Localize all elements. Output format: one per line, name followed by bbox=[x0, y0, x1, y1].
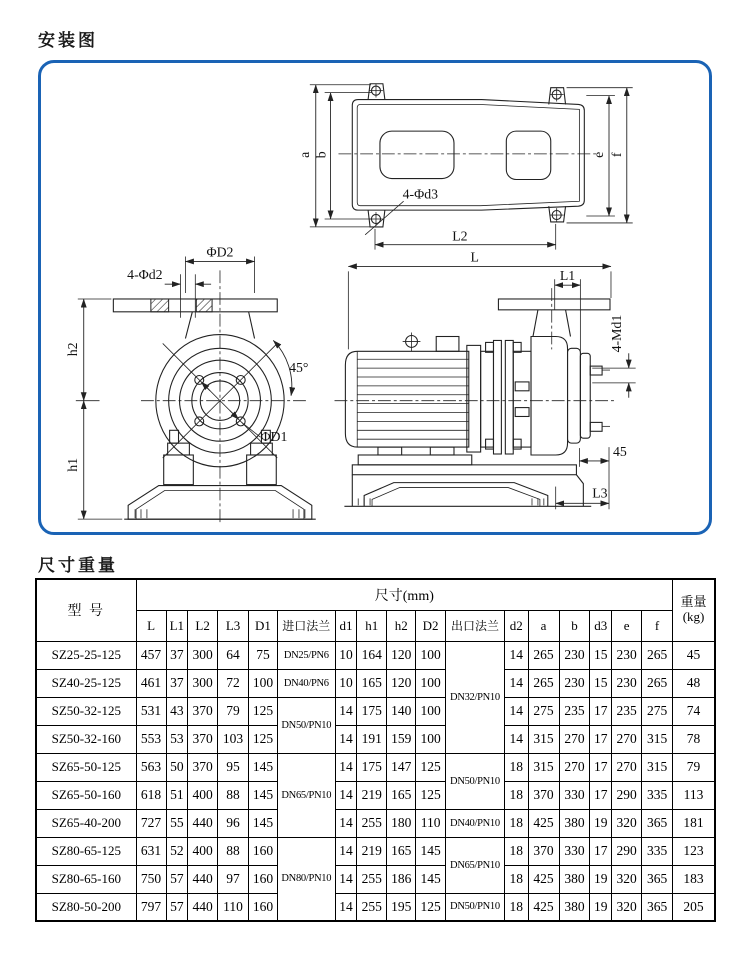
plate-cutout-left bbox=[380, 131, 454, 178]
value-cell: 50 bbox=[166, 753, 188, 781]
callout-holes-d2: 4-Φd2 bbox=[127, 267, 163, 283]
value-cell: 17 bbox=[590, 753, 612, 781]
value-cell: 165 bbox=[387, 837, 416, 865]
value-cell: 380 bbox=[559, 893, 590, 921]
value-cell: 53 bbox=[166, 725, 188, 753]
value-cell: 37 bbox=[166, 641, 188, 669]
column-header-model: 型 号 bbox=[36, 579, 136, 641]
value-cell: 330 bbox=[559, 837, 590, 865]
value-cell: 14 bbox=[504, 697, 528, 725]
value-cell: 180 bbox=[387, 809, 416, 837]
model-cell: SZ40-25-125 bbox=[36, 669, 136, 697]
value-cell: 380 bbox=[559, 809, 590, 837]
value-cell: 10 bbox=[335, 669, 357, 697]
model-cell: SZ50-32-125 bbox=[36, 697, 136, 725]
column-header: d3 bbox=[590, 610, 612, 641]
callout-holes-d3: 4-Φd3 bbox=[402, 186, 439, 202]
value-cell: 186 bbox=[387, 865, 416, 893]
value-cell: 14 bbox=[504, 669, 528, 697]
value-cell: 14 bbox=[335, 809, 357, 837]
value-cell: 140 bbox=[387, 697, 416, 725]
table-row bbox=[36, 809, 715, 837]
value-cell: 175 bbox=[357, 753, 387, 781]
section-title-installation: 安装图 bbox=[38, 31, 98, 50]
value-cell: 270 bbox=[559, 753, 590, 781]
value-cell: 10 bbox=[335, 641, 357, 669]
model-cell: SZ65-40-200 bbox=[36, 809, 136, 837]
table-row bbox=[36, 697, 715, 725]
value-cell: 18 bbox=[504, 781, 528, 809]
value-cell: 18 bbox=[504, 837, 528, 865]
callout-holes-Md1: 4-Md1 bbox=[608, 314, 624, 353]
value-cell: 425 bbox=[528, 865, 559, 893]
value-cell: 125 bbox=[416, 781, 446, 809]
value-cell: 230 bbox=[559, 669, 590, 697]
value-cell: 74 bbox=[673, 697, 715, 725]
table-row bbox=[36, 837, 715, 865]
table-row bbox=[36, 641, 715, 669]
value-cell: 18 bbox=[504, 809, 528, 837]
weight-label-unit: (kg) bbox=[682, 609, 705, 625]
value-cell: 300 bbox=[188, 669, 218, 697]
value-cell: 440 bbox=[188, 865, 218, 893]
value-cell: 100 bbox=[249, 669, 278, 697]
value-cell: 219 bbox=[357, 781, 387, 809]
value-cell: 103 bbox=[218, 725, 249, 753]
dim-label-D1: ΦD1 bbox=[260, 429, 288, 445]
table-row bbox=[36, 865, 715, 893]
column-header: D2 bbox=[416, 610, 446, 641]
value-cell: 125 bbox=[416, 753, 446, 781]
value-cell: 79 bbox=[673, 753, 715, 781]
value-cell: 175 bbox=[357, 697, 387, 725]
value-cell: 425 bbox=[528, 809, 559, 837]
value-cell: 14 bbox=[335, 781, 357, 809]
value-cell: 100 bbox=[416, 697, 446, 725]
value-cell: 43 bbox=[166, 697, 188, 725]
motor-fins bbox=[357, 359, 469, 439]
column-header: 出口法兰 bbox=[446, 610, 505, 641]
value-cell: 145 bbox=[249, 781, 278, 809]
value-cell: 147 bbox=[387, 753, 416, 781]
value-cell: 145 bbox=[416, 837, 446, 865]
value-cell: 88 bbox=[218, 781, 249, 809]
dim-label-L: L bbox=[470, 249, 479, 265]
table-row bbox=[36, 725, 715, 753]
angle-label-45: 45° bbox=[289, 360, 309, 376]
value-cell: 160 bbox=[249, 865, 278, 893]
table-body bbox=[36, 641, 715, 921]
value-cell: 120 bbox=[387, 641, 416, 669]
value-cell: 370 bbox=[188, 753, 218, 781]
value-cell: 75 bbox=[249, 641, 278, 669]
value-cell: 45 bbox=[673, 641, 715, 669]
value-cell: 290 bbox=[612, 837, 642, 865]
value-cell: 265 bbox=[642, 641, 673, 669]
value-cell: 320 bbox=[612, 865, 642, 893]
column-header: b bbox=[559, 610, 590, 641]
value-cell: 19 bbox=[590, 893, 612, 921]
table-row bbox=[36, 781, 715, 809]
column-header: 进口法兰 bbox=[277, 610, 335, 641]
value-cell: 370 bbox=[188, 725, 218, 753]
value-cell: 461 bbox=[136, 669, 166, 697]
model-cell: SZ25-25-125 bbox=[36, 641, 136, 669]
plate-cutout-right bbox=[506, 131, 550, 179]
table-row bbox=[36, 893, 715, 921]
model-cell: SZ80-65-160 bbox=[36, 865, 136, 893]
value-cell: 365 bbox=[642, 865, 673, 893]
value-cell: 400 bbox=[188, 837, 218, 865]
value-cell: 88 bbox=[218, 837, 249, 865]
section-title-dimensions-weight: 尺寸重量 bbox=[38, 556, 118, 575]
baseplate-side bbox=[344, 465, 591, 506]
column-group-size: 尺寸(mm) bbox=[136, 579, 673, 610]
value-cell: 113 bbox=[673, 781, 715, 809]
column-header: L3 bbox=[218, 610, 249, 641]
model-cell: SZ65-50-125 bbox=[36, 753, 136, 781]
value-cell: 145 bbox=[249, 809, 278, 837]
column-header: e bbox=[612, 610, 642, 641]
value-cell: 457 bbox=[136, 641, 166, 669]
value-cell: 37 bbox=[166, 669, 188, 697]
value-cell: 235 bbox=[612, 697, 642, 725]
value-cell: DN50/PN10 bbox=[277, 697, 335, 753]
column-header: h1 bbox=[357, 610, 387, 641]
value-cell: 315 bbox=[642, 725, 673, 753]
value-cell: 57 bbox=[166, 893, 188, 921]
front-view-pump bbox=[65, 245, 316, 524]
value-cell: 14 bbox=[335, 725, 357, 753]
value-cell: 553 bbox=[136, 725, 166, 753]
value-cell: 219 bbox=[357, 837, 387, 865]
value-cell: 18 bbox=[504, 865, 528, 893]
value-cell: 727 bbox=[136, 809, 166, 837]
value-cell: 330 bbox=[559, 781, 590, 809]
value-cell: 618 bbox=[136, 781, 166, 809]
table-row bbox=[36, 753, 715, 781]
value-cell: 159 bbox=[387, 725, 416, 753]
value-cell: 365 bbox=[642, 809, 673, 837]
installation-diagram-box bbox=[38, 60, 712, 535]
value-cell: 230 bbox=[612, 669, 642, 697]
value-cell: 275 bbox=[528, 697, 559, 725]
value-cell: 235 bbox=[559, 697, 590, 725]
value-cell: 370 bbox=[528, 781, 559, 809]
value-cell: 265 bbox=[528, 641, 559, 669]
value-cell: DN40/PN6 bbox=[277, 669, 335, 697]
value-cell: 320 bbox=[612, 893, 642, 921]
value-cell: 164 bbox=[357, 641, 387, 669]
model-cell: SZ80-65-125 bbox=[36, 837, 136, 865]
value-cell: 100 bbox=[416, 669, 446, 697]
value-cell: DN80/PN10 bbox=[277, 837, 335, 921]
value-cell: 255 bbox=[357, 809, 387, 837]
value-cell: 205 bbox=[673, 893, 715, 921]
value-cell: 563 bbox=[136, 753, 166, 781]
value-cell: 125 bbox=[249, 697, 278, 725]
column-header: f bbox=[642, 610, 673, 641]
table-row bbox=[36, 669, 715, 697]
value-cell: 95 bbox=[218, 753, 249, 781]
value-cell: 300 bbox=[188, 641, 218, 669]
value-cell: 145 bbox=[249, 753, 278, 781]
dim-label-L2: L2 bbox=[452, 228, 468, 244]
value-cell: 110 bbox=[218, 893, 249, 921]
dim-label-e: e bbox=[591, 151, 607, 158]
dim-label-L1: L1 bbox=[559, 268, 576, 284]
value-cell: 370 bbox=[188, 697, 218, 725]
value-cell: 18 bbox=[504, 753, 528, 781]
value-cell: 380 bbox=[559, 865, 590, 893]
dimension-weight-table bbox=[35, 578, 716, 922]
motor-body bbox=[345, 351, 468, 447]
value-cell: 191 bbox=[357, 725, 387, 753]
value-cell: 270 bbox=[612, 753, 642, 781]
value-cell: 531 bbox=[136, 697, 166, 725]
dim-label-D2: ΦD2 bbox=[206, 244, 234, 260]
value-cell: 425 bbox=[528, 893, 559, 921]
value-cell: 797 bbox=[136, 893, 166, 921]
dim-label-L3: L3 bbox=[592, 485, 608, 501]
value-cell: 750 bbox=[136, 865, 166, 893]
value-cell: 14 bbox=[335, 893, 357, 921]
value-cell: DN50/PN10 bbox=[446, 893, 505, 921]
suction-flange-side bbox=[498, 299, 610, 310]
value-cell: 160 bbox=[249, 893, 278, 921]
column-header: a bbox=[528, 610, 559, 641]
value-cell: 631 bbox=[136, 837, 166, 865]
value-cell: 19 bbox=[590, 865, 612, 893]
dim-label-a: a bbox=[296, 151, 312, 158]
value-cell: 145 bbox=[416, 865, 446, 893]
value-cell: 79 bbox=[218, 697, 249, 725]
value-cell: 96 bbox=[218, 809, 249, 837]
value-cell: 230 bbox=[612, 641, 642, 669]
value-cell: 255 bbox=[357, 893, 387, 921]
value-cell: DN32/PN10 bbox=[446, 641, 505, 753]
header-row-1 bbox=[36, 579, 715, 610]
value-cell: 48 bbox=[673, 669, 715, 697]
value-cell: 183 bbox=[673, 865, 715, 893]
column-header: L1 bbox=[166, 610, 188, 641]
value-cell: 165 bbox=[357, 669, 387, 697]
value-cell: 17 bbox=[590, 781, 612, 809]
installation-diagram bbox=[41, 63, 709, 532]
value-cell: 370 bbox=[528, 837, 559, 865]
terminal-box bbox=[436, 337, 459, 352]
value-cell: 270 bbox=[559, 725, 590, 753]
value-cell: 17 bbox=[590, 725, 612, 753]
model-cell: SZ65-50-160 bbox=[36, 781, 136, 809]
value-cell: 160 bbox=[249, 837, 278, 865]
dim-label-f: f bbox=[608, 152, 624, 158]
dim-label-h2: h2 bbox=[64, 342, 80, 357]
value-cell: 125 bbox=[416, 893, 446, 921]
value-cell: 265 bbox=[528, 669, 559, 697]
column-header: d2 bbox=[504, 610, 528, 641]
value-cell: 165 bbox=[387, 781, 416, 809]
value-cell: 78 bbox=[673, 725, 715, 753]
value-cell: 120 bbox=[387, 669, 416, 697]
value-cell: 17 bbox=[590, 697, 612, 725]
value-cell: 315 bbox=[642, 753, 673, 781]
value-cell: 14 bbox=[335, 865, 357, 893]
value-cell: DN25/PN6 bbox=[277, 641, 335, 669]
value-cell: 51 bbox=[166, 781, 188, 809]
value-cell: 64 bbox=[218, 641, 249, 669]
value-cell: 320 bbox=[612, 809, 642, 837]
value-cell: 400 bbox=[188, 781, 218, 809]
spec-table-wrap bbox=[35, 578, 716, 922]
value-cell: DN65/PN10 bbox=[277, 753, 335, 837]
value-cell: 125 bbox=[249, 725, 278, 753]
value-cell: 315 bbox=[528, 753, 559, 781]
model-cell: SZ80-50-200 bbox=[36, 893, 136, 921]
value-cell: 290 bbox=[612, 781, 642, 809]
value-cell: 97 bbox=[218, 865, 249, 893]
value-cell: DN65/PN10 bbox=[446, 837, 505, 893]
value-cell: 255 bbox=[357, 865, 387, 893]
value-cell: 365 bbox=[642, 893, 673, 921]
dim-label-45: 45 bbox=[612, 443, 627, 459]
value-cell: 440 bbox=[188, 809, 218, 837]
value-cell: 52 bbox=[166, 837, 188, 865]
value-cell: 100 bbox=[416, 641, 446, 669]
value-cell: 72 bbox=[218, 669, 249, 697]
model-cell: SZ50-32-160 bbox=[36, 725, 136, 753]
value-cell: 19 bbox=[590, 809, 612, 837]
column-header: d1 bbox=[335, 610, 357, 641]
value-cell: 15 bbox=[590, 641, 612, 669]
column-header: h2 bbox=[387, 610, 416, 641]
dim-label-b: b bbox=[313, 151, 329, 159]
value-cell: 14 bbox=[335, 697, 357, 725]
table-subheader-row bbox=[36, 610, 715, 641]
value-cell: 15 bbox=[590, 669, 612, 697]
value-cell: 315 bbox=[528, 725, 559, 753]
value-cell: 275 bbox=[642, 697, 673, 725]
dim-label-h1: h1 bbox=[64, 457, 80, 472]
value-cell: 123 bbox=[673, 837, 715, 865]
column-header: L2 bbox=[188, 610, 218, 641]
value-cell: DN50/PN10 bbox=[446, 753, 505, 809]
value-cell: 100 bbox=[416, 725, 446, 753]
column-header: L bbox=[136, 610, 166, 641]
value-cell: 270 bbox=[612, 725, 642, 753]
value-cell: 17 bbox=[590, 837, 612, 865]
side-view-pump-motor bbox=[335, 268, 636, 509]
value-cell: 265 bbox=[642, 669, 673, 697]
column-header: D1 bbox=[249, 610, 278, 641]
value-cell: 14 bbox=[504, 725, 528, 753]
value-cell: 14 bbox=[504, 641, 528, 669]
weight-label-top: 重量 bbox=[680, 594, 707, 610]
value-cell: 57 bbox=[166, 865, 188, 893]
value-cell: DN40/PN10 bbox=[446, 809, 505, 837]
value-cell: 14 bbox=[335, 753, 357, 781]
value-cell: 181 bbox=[673, 809, 715, 837]
value-cell: 335 bbox=[642, 837, 673, 865]
value-cell: 55 bbox=[166, 809, 188, 837]
column-header-weight bbox=[673, 579, 715, 641]
value-cell: 230 bbox=[559, 641, 590, 669]
value-cell: 440 bbox=[188, 893, 218, 921]
value-cell: 14 bbox=[335, 837, 357, 865]
value-cell: 335 bbox=[642, 781, 673, 809]
pump-casing bbox=[531, 337, 568, 455]
value-cell: 110 bbox=[416, 809, 446, 837]
value-cell: 195 bbox=[387, 893, 416, 921]
value-cell: 18 bbox=[504, 893, 528, 921]
